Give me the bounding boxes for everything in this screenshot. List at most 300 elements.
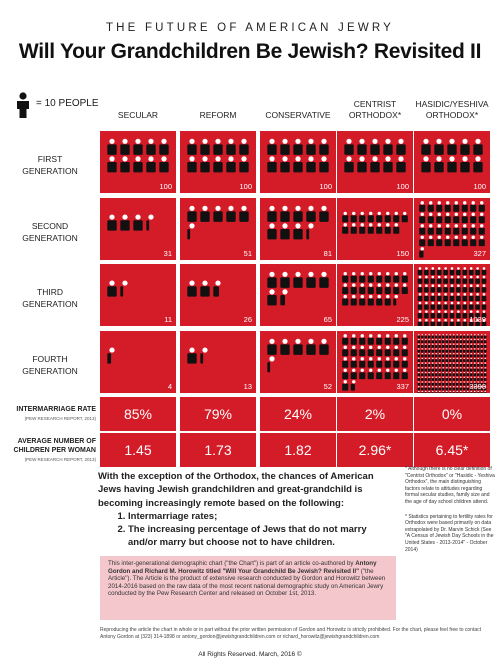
- person-figure: [463, 391, 466, 393]
- person-figure: [393, 295, 398, 306]
- summary-intro: With the exception of the Orthodox, the chances of American Jews having Jewish grandchildren and great-grandchild is becoming increasingly remote based on the following:: [98, 471, 374, 509]
- person-body: [480, 345, 483, 348]
- person-figure: [470, 391, 473, 393]
- person-body: [466, 359, 469, 362]
- population-count: 100: [239, 182, 252, 191]
- person-head: [478, 372, 479, 373]
- row-header-line: GENERATION: [22, 366, 78, 376]
- person-head: [453, 367, 454, 368]
- person-body: [187, 144, 196, 154]
- person-body: [417, 378, 420, 381]
- person-body: [470, 355, 473, 358]
- person-head: [439, 372, 440, 373]
- person-body: [442, 369, 445, 372]
- person-head: [446, 344, 447, 345]
- person-body: [463, 369, 466, 372]
- person-body: [431, 340, 434, 343]
- person-figure: [456, 372, 459, 376]
- person-head: [438, 302, 441, 305]
- person-head: [470, 267, 473, 270]
- person-figure: [368, 272, 374, 283]
- person-head: [460, 339, 461, 340]
- person-body: [267, 229, 276, 239]
- person-figure: [438, 339, 441, 343]
- person-body: [428, 336, 431, 339]
- person-body: [435, 336, 438, 339]
- person-figure: [385, 295, 391, 306]
- person-body: [267, 144, 276, 154]
- person-body: [267, 362, 270, 372]
- person-body: [146, 162, 155, 172]
- person-figure: [473, 353, 476, 357]
- person-figure: [452, 348, 455, 352]
- person-head: [395, 272, 398, 275]
- person-head: [202, 139, 207, 144]
- column-header-line: ORTHODOX*: [348, 110, 402, 120]
- person-head: [241, 156, 246, 161]
- person-figure: [431, 358, 434, 362]
- person-body: [226, 162, 235, 172]
- person-body: [402, 276, 408, 283]
- person-body: [428, 364, 431, 367]
- person-figure: [452, 334, 455, 338]
- person-figure: [466, 391, 469, 393]
- person-figure: [459, 362, 462, 366]
- person-head: [446, 372, 447, 373]
- credit-text-2: ("the Article"). The Article is the product of extensive research conducted by Gordon and Horowitz between 2014-2016 based on the raw data of the most recent national demographic study on American Jewry conducted by the Pew Research Center and released on October 1st, 2013.: [108, 567, 386, 598]
- person-figure: [435, 358, 438, 362]
- person-figure: [385, 369, 391, 380]
- person-body: [428, 205, 434, 212]
- person-figure: [436, 236, 442, 247]
- person-head: [109, 347, 114, 352]
- person-head: [457, 358, 458, 359]
- person-figure: [462, 236, 468, 247]
- person-head: [295, 139, 300, 144]
- person-figure: [359, 346, 365, 357]
- person-body: [477, 369, 480, 372]
- person-body: [402, 349, 408, 356]
- person-head: [474, 358, 475, 359]
- person-head: [109, 214, 114, 219]
- person-head: [471, 353, 472, 354]
- person-figure: [376, 295, 382, 306]
- person-head: [464, 293, 467, 296]
- person-head: [450, 348, 451, 349]
- person-body: [435, 350, 438, 353]
- person-figure: [200, 347, 207, 363]
- column-header-line: HASIDIC/YESHIVA: [415, 99, 489, 109]
- person-body: [466, 369, 469, 372]
- person-body: [213, 211, 222, 221]
- person-figure: [445, 391, 448, 393]
- person-figure: [462, 213, 468, 224]
- person-head: [476, 284, 479, 287]
- person-body: [359, 215, 365, 222]
- population-count: 31: [163, 249, 172, 258]
- person-body: [463, 336, 466, 339]
- person-head: [282, 156, 287, 161]
- person-head: [471, 362, 472, 363]
- person-body: [342, 338, 348, 345]
- person-body: [469, 270, 474, 275]
- person-figure: [445, 339, 448, 343]
- person-figure: [431, 334, 434, 338]
- person-figure: [376, 357, 382, 368]
- population-count: 337: [396, 382, 409, 391]
- person-head: [282, 139, 287, 144]
- person-figure: [428, 353, 431, 357]
- person-body: [456, 364, 459, 367]
- person-head: [398, 139, 403, 144]
- person-figure: [463, 372, 466, 376]
- person-body: [402, 338, 408, 345]
- person-body: [213, 162, 222, 172]
- person-figure: [133, 156, 142, 172]
- person-head: [453, 334, 454, 335]
- person-body: [473, 378, 476, 381]
- person-figure: [477, 391, 480, 393]
- person-head: [446, 353, 447, 354]
- column-header: [412, 99, 492, 121]
- person-head: [460, 372, 461, 373]
- person-head: [436, 353, 437, 354]
- stat-value: 6.45*: [414, 433, 490, 467]
- person-figure: [368, 223, 374, 234]
- person-body: [293, 144, 302, 154]
- person-body: [357, 144, 366, 154]
- person-head: [439, 377, 440, 378]
- person-head: [432, 344, 433, 345]
- person-head: [425, 353, 426, 354]
- person-head: [472, 236, 475, 239]
- person-body: [402, 361, 408, 368]
- person-body: [428, 355, 431, 358]
- person-body: [280, 295, 285, 305]
- person-figure: [443, 284, 448, 292]
- person-body: [370, 162, 379, 172]
- person-body: [424, 305, 429, 310]
- column-header-line: REFORM: [199, 110, 237, 120]
- generation-cell: [260, 131, 336, 193]
- person-body: [424, 340, 427, 343]
- person-figure: [417, 372, 420, 376]
- person-figure: [430, 302, 435, 310]
- person-head: [385, 139, 390, 144]
- person-body: [430, 287, 435, 292]
- person-figure: [438, 367, 441, 371]
- person-body: [293, 344, 302, 354]
- person-head: [474, 377, 475, 378]
- person-head: [418, 372, 419, 373]
- person-head: [474, 367, 475, 368]
- column-header: [98, 110, 178, 121]
- person-head: [425, 339, 426, 340]
- person-figure: [319, 339, 328, 355]
- person-body: [428, 340, 431, 343]
- person-head: [321, 139, 326, 144]
- person-head: [464, 284, 467, 287]
- person-body: [421, 336, 424, 339]
- person-body: [368, 287, 374, 294]
- stat-value: 1.73: [180, 433, 256, 467]
- person-body: [319, 277, 328, 287]
- person-head: [446, 377, 447, 378]
- person-head: [369, 295, 372, 298]
- person-body: [456, 373, 459, 376]
- person-body: [417, 345, 420, 348]
- person-body: [146, 220, 149, 230]
- person-head: [450, 344, 451, 345]
- person-head: [457, 267, 460, 270]
- person-body: [133, 144, 142, 154]
- person-figure: [456, 302, 461, 310]
- person-head: [269, 272, 274, 277]
- person-body: [226, 144, 235, 154]
- person-head: [352, 369, 355, 372]
- person-body: [421, 364, 424, 367]
- person-head: [474, 353, 475, 354]
- person-body: [463, 350, 466, 353]
- row-header: [4, 286, 96, 310]
- person-body: [463, 378, 466, 381]
- person-body: [466, 345, 469, 348]
- person-figure: [437, 276, 442, 284]
- person-figure: [475, 293, 480, 301]
- person-head: [361, 223, 364, 226]
- person-figure: [452, 391, 455, 393]
- person-figure: [459, 348, 462, 352]
- person-head: [438, 276, 441, 279]
- person-body: [470, 345, 473, 348]
- person-body: [280, 162, 289, 172]
- person-body: [477, 373, 480, 376]
- person-figure: [293, 339, 302, 355]
- person-head: [403, 334, 406, 337]
- person-body: [463, 359, 466, 362]
- person-head: [457, 348, 458, 349]
- person-head: [451, 310, 454, 313]
- person-figure: [357, 156, 366, 172]
- person-figure: [351, 346, 357, 357]
- generation-cell: [100, 131, 176, 193]
- person-head: [403, 369, 406, 372]
- person-head: [269, 139, 274, 144]
- person-head: [122, 156, 127, 161]
- person-head: [432, 372, 433, 373]
- person-figure: [107, 347, 114, 363]
- person-body: [267, 277, 276, 287]
- person-head: [344, 346, 347, 349]
- person-body: [456, 279, 461, 284]
- person-figure: [480, 344, 483, 348]
- stat-value: 2.96*: [337, 433, 413, 467]
- person-figure: [428, 236, 434, 247]
- person-figure: [418, 293, 423, 301]
- person-head: [471, 367, 472, 368]
- person-figure: [421, 372, 424, 376]
- person-head: [432, 310, 435, 313]
- person-figure: [470, 372, 473, 376]
- person-body: [200, 144, 209, 154]
- person-figure: [120, 280, 127, 296]
- stat-value: 24%: [260, 397, 336, 431]
- person-head: [425, 276, 428, 279]
- person-head: [403, 283, 406, 286]
- person-body: [368, 227, 374, 234]
- person-body: [107, 353, 111, 363]
- person-head: [425, 358, 426, 359]
- person-figure: [359, 223, 365, 234]
- person-head: [470, 276, 473, 279]
- stat-value: 79%: [180, 397, 256, 431]
- person-figure: [424, 284, 429, 292]
- person-head: [480, 213, 483, 216]
- person-head: [470, 284, 473, 287]
- person-head: [446, 334, 447, 335]
- person-figure: [368, 357, 374, 368]
- person-head: [483, 276, 486, 279]
- person-figure: [424, 293, 429, 301]
- person-body: [417, 392, 420, 393]
- person-body: [402, 372, 408, 379]
- person-body: [436, 239, 442, 246]
- person-body: [473, 144, 482, 154]
- person-head: [215, 280, 220, 285]
- person-head: [135, 214, 140, 219]
- person-figure: [445, 213, 451, 224]
- person-body: [463, 373, 466, 376]
- person-figure: [359, 357, 365, 368]
- person-figure: [417, 362, 420, 366]
- person-head: [308, 272, 313, 277]
- population-count: 26: [243, 315, 252, 324]
- person-head: [369, 369, 372, 372]
- person-body: [442, 373, 445, 376]
- person-figure: [463, 344, 466, 348]
- person-head: [422, 339, 423, 340]
- person-head: [282, 339, 287, 344]
- person-figure: [402, 283, 408, 294]
- person-figure: [428, 224, 434, 235]
- person-body: [351, 227, 357, 234]
- person-head: [422, 362, 423, 363]
- person-body: [473, 369, 476, 372]
- person-figure: [385, 357, 391, 368]
- person-figure: [473, 367, 476, 371]
- person-figure: [419, 224, 425, 235]
- person-figure: [200, 156, 209, 172]
- person-head: [478, 348, 479, 349]
- population-count: 100: [396, 182, 409, 191]
- person-figure: [477, 348, 480, 352]
- row-header-line: SECOND: [31, 221, 69, 231]
- person-body: [396, 162, 405, 172]
- person-head: [425, 344, 426, 345]
- person-figure: [445, 358, 448, 362]
- person-figure: [368, 212, 374, 223]
- person-head: [344, 272, 347, 275]
- person-figure: [267, 356, 274, 372]
- person-body: [306, 344, 315, 354]
- person-body: [383, 144, 392, 154]
- person-figure: [442, 334, 445, 338]
- person-figure: [466, 353, 469, 357]
- person-head: [403, 272, 406, 275]
- person-figure: [424, 339, 427, 343]
- person-head: [269, 206, 274, 211]
- person-body: [462, 287, 467, 292]
- person-figure: [469, 302, 474, 310]
- person-figure: [462, 284, 467, 292]
- person-figure: [469, 284, 474, 292]
- person-figure: [424, 276, 429, 284]
- person-head: [346, 139, 351, 144]
- person-body: [484, 373, 487, 376]
- person-figure: [438, 372, 441, 376]
- person-figure: [393, 369, 399, 380]
- person-body: [434, 144, 443, 154]
- person-head: [189, 280, 194, 285]
- person-body: [376, 349, 382, 356]
- person-figure: [385, 272, 391, 283]
- person-head: [418, 339, 419, 340]
- person-figure: [437, 293, 442, 301]
- person-body: [466, 392, 469, 393]
- person-figure: [342, 369, 348, 380]
- person-figure: [430, 276, 435, 284]
- person-head: [446, 348, 447, 349]
- person-head: [450, 372, 451, 373]
- person-body: [421, 373, 424, 376]
- person-figure: [475, 267, 480, 275]
- person-figure: [480, 353, 483, 357]
- person-body: [452, 350, 455, 353]
- person-body: [484, 359, 487, 362]
- person-figure: [470, 334, 473, 338]
- person-figure: [452, 339, 455, 343]
- person-figure: [470, 362, 473, 366]
- person-body: [200, 162, 209, 172]
- person-head: [467, 362, 468, 363]
- person-figure: [447, 156, 456, 172]
- person-head: [453, 362, 454, 363]
- person-head: [432, 362, 433, 363]
- person-body: [368, 349, 374, 356]
- person-head: [202, 280, 207, 285]
- person-head: [476, 293, 479, 296]
- person-figure: [453, 236, 459, 247]
- person-body: [120, 220, 129, 230]
- person-figure: [445, 236, 451, 247]
- person-head: [241, 206, 246, 211]
- person-body: [417, 336, 420, 339]
- person-figure: [306, 272, 315, 288]
- person-body: [393, 338, 399, 345]
- person-head: [453, 344, 454, 345]
- person-body: [385, 215, 391, 222]
- person-body: [460, 144, 469, 154]
- person-head: [425, 284, 428, 287]
- person-head: [122, 139, 127, 144]
- person-head: [295, 156, 300, 161]
- person-figure: [463, 348, 466, 352]
- person-body: [306, 144, 315, 154]
- person-body: [453, 205, 459, 212]
- person-figure: [452, 358, 455, 362]
- person-figure: [306, 339, 315, 355]
- person-body: [418, 270, 423, 275]
